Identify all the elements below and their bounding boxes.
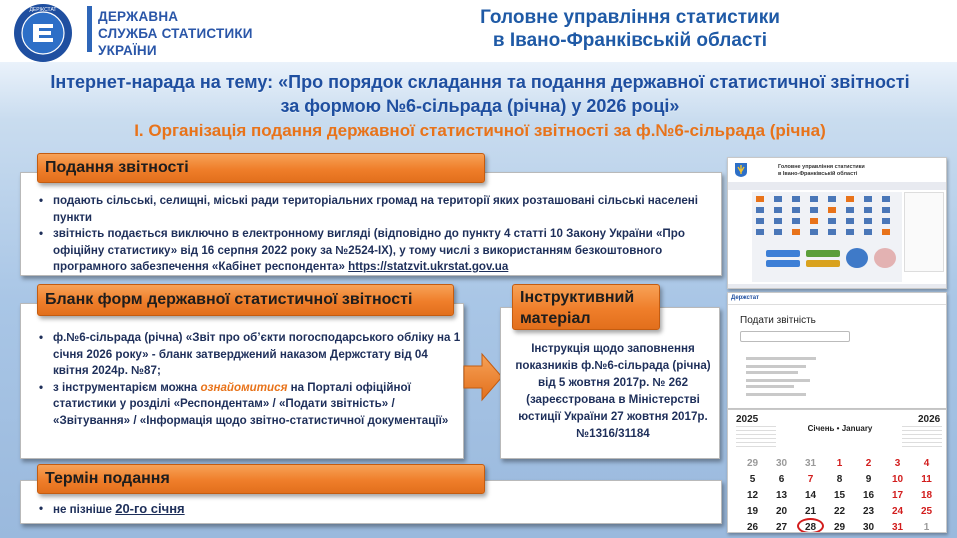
- org-name-line3: УКРАЇНИ: [98, 43, 157, 58]
- site-thumb-cell: [774, 196, 782, 202]
- calendar-day: 18: [920, 490, 933, 501]
- deadline-date: 20-го січня: [115, 501, 185, 516]
- calendar-day: 11: [921, 474, 932, 485]
- site-thumb-cell: [756, 207, 764, 213]
- instructions-text: Інструкція щодо заповнення показників ф.№6-сільрада (річна) від 5 жовтня 2017р. № 262 (зареєстрована в Міністерстві юстиції України 27 жовтня 2017р. №1316/31184: [515, 342, 711, 440]
- calendar-day: 14: [804, 490, 817, 501]
- calendar-day: 10: [891, 474, 904, 485]
- site-thumb-cell: [792, 218, 800, 224]
- deadline-label: Термін подання: [37, 464, 485, 494]
- calendar-day: 30: [862, 522, 875, 533]
- calendar-day: 2: [865, 458, 872, 469]
- calendar-day: 1: [923, 522, 930, 533]
- site-thumb-cell: [756, 196, 764, 202]
- site-thumb-cell: [792, 207, 800, 213]
- site-thumb-cell: [882, 218, 890, 224]
- submission-panel: [20, 172, 722, 276]
- calendar-day: 31: [804, 458, 817, 469]
- portal-screenshot-thumbnail: [727, 292, 947, 409]
- forms-item-text: на Порталі офіційної статистики у розділі «Респондентам» / «Подати звітність» / «Звітування» / «Інформація щодо звітно-статистичної документації»: [53, 380, 449, 427]
- site-thumb-cell: [846, 196, 854, 202]
- deadline-text: не пізніше: [53, 503, 116, 516]
- site-thumb-cell: [810, 196, 818, 202]
- site-title: [778, 164, 865, 178]
- main-title-line1: Головне управління статистики: [480, 7, 780, 28]
- calendar-day: 6: [778, 474, 785, 485]
- meeting-topic: [14, 70, 946, 118]
- calendar-day: 27: [775, 522, 788, 533]
- calendar-day: 19: [746, 506, 759, 517]
- calendar-highlight-ring: [797, 518, 824, 533]
- arrow-right-icon: [462, 352, 504, 402]
- header-divider: [87, 6, 92, 52]
- site-thumb-cell: [774, 218, 782, 224]
- forms-item: • ф.№6-сільрада (річна) «Звіт про об’єкти погосподарського обліку на 1 січня 2026 року» - бланк затверджений наказом Держстату від 04 квітня 2024р. №87;: [37, 330, 461, 380]
- calendar-day: 29: [746, 458, 759, 469]
- site-thumb-cell: [792, 229, 800, 235]
- site-thumb-cell: [882, 196, 890, 202]
- calendar-days: [738, 456, 941, 533]
- ukrstat-logo-icon: [6, 2, 78, 64]
- site-title-line2: в Івано-Франківській області: [778, 171, 858, 177]
- forms-item-text: з інструментарієм можна: [53, 380, 201, 394]
- site-screenshot-thumbnail: [727, 157, 947, 289]
- calendar-week-row: [738, 504, 941, 520]
- statzvit-link[interactable]: https://statzvit.ukrstat.gov.ua: [348, 260, 509, 273]
- calendar-day: 12: [746, 490, 759, 501]
- calendar-day: 23: [862, 506, 875, 517]
- calendar-day: 7: [807, 474, 814, 485]
- calendar-day: 4: [923, 458, 930, 469]
- calendar-day: 24: [891, 506, 904, 517]
- site-thumb-cell: [756, 229, 764, 235]
- site-thumb-cell: [828, 229, 836, 235]
- site-thumb-cell: [864, 229, 872, 235]
- calendar-year-right: 2026: [918, 414, 941, 425]
- calendar-day: 21: [804, 506, 817, 517]
- site-thumb-cell: [846, 207, 854, 213]
- site-thumb-cell: [810, 229, 818, 235]
- portal-page-title: Подати звітність: [740, 315, 816, 326]
- calendar-day: 1: [836, 458, 843, 469]
- calendar-day: 5: [749, 474, 756, 485]
- topic-line2: за формою №6-сільрада (річна) у 2026 році»: [280, 96, 680, 116]
- forms-item: [37, 380, 461, 430]
- submission-item: [37, 226, 717, 276]
- svg-text:ДЕРЖСТАТ: ДЕРЖСТАТ: [29, 7, 57, 13]
- section-title: І. Організація подання державної статистичної звітності за ф.№6-сільрада (річна): [134, 121, 826, 140]
- site-thumb-cell: [774, 207, 782, 213]
- site-thumb-cell: [828, 196, 836, 202]
- site-thumb-cell: [864, 196, 872, 202]
- org-name-line2: СЛУЖБА СТАТИСТИКИ: [98, 26, 253, 41]
- calendar-day: 13: [775, 490, 788, 501]
- site-thumb-cell: [774, 229, 782, 235]
- submission-item-text: звітність подається виключно в електронному вигляді (відповідно до пункту 4 статті 10 Закону України «Про офіційну статистику» від 16 серпня 2022 року за №2524-IX), у тому числі з використанням безкоштовного програмного забезпечення «Кабінет респондента»: [53, 227, 685, 273]
- org-name-line1: ДЕРЖАВНА: [98, 9, 179, 24]
- site-thumb-cell: [846, 218, 854, 224]
- main-title: [380, 6, 880, 52]
- page-header: [0, 0, 957, 62]
- calendar-week-row: [738, 520, 941, 533]
- topic-line1: Інтернет-нарада на тему: «Про порядок складання та подання державної статистичної звітності: [50, 72, 910, 92]
- calendar-week-row: [738, 472, 941, 488]
- site-thumb-cell: [882, 207, 890, 213]
- site-thumb-cell: [864, 218, 872, 224]
- calendar-week-row: [738, 456, 941, 472]
- calendar-week-row: [738, 488, 941, 504]
- calendar-day: 31: [891, 522, 904, 533]
- calendar-day: 22: [833, 506, 846, 517]
- calendar-day: 28: [804, 522, 817, 533]
- calendar-day: 17: [891, 490, 904, 501]
- calendar-day: 9: [865, 474, 872, 485]
- portal-brand: Держстат: [731, 295, 759, 301]
- site-title-line1: Головне управління статистики: [778, 164, 865, 170]
- site-thumb-cell: [810, 207, 818, 213]
- org-name: [98, 8, 253, 59]
- forms-label: Бланк форм державної статистичної звітності: [37, 284, 454, 316]
- deadline-item: [37, 501, 185, 519]
- site-thumb-cell: [792, 196, 800, 202]
- main-title-line2: в Івано-Франківській області: [492, 30, 768, 51]
- instructions-label: Інструктивний матеріал: [512, 284, 660, 330]
- forms-item-emphasis: ознайомитися: [200, 380, 288, 394]
- calendar-year-left: 2025: [736, 414, 759, 425]
- calendar-day: 20: [775, 506, 788, 517]
- calendar-day: 16: [862, 490, 875, 501]
- submission-label: Подання звітності: [37, 153, 485, 183]
- calendar-thumbnail: [727, 409, 947, 533]
- site-thumb-cell: [828, 207, 836, 213]
- calendar-day: 25: [920, 506, 933, 517]
- calendar-month: Січень • January: [807, 424, 873, 433]
- calendar-day: 29: [833, 522, 846, 533]
- site-thumb-cell: [846, 229, 854, 235]
- site-thumb-cell: [810, 218, 818, 224]
- site-thumb-cell: [828, 218, 836, 224]
- site-thumb-cell: [864, 207, 872, 213]
- calendar-day: 15: [833, 490, 846, 501]
- site-thumb-cell: [882, 229, 890, 235]
- site-thumb-cell: [756, 218, 764, 224]
- calendar-day: 30: [775, 458, 788, 469]
- forms-panel: [20, 303, 464, 459]
- calendar-day: 8: [836, 474, 843, 485]
- calendar-day: 26: [746, 522, 759, 533]
- calendar-day: 3: [894, 458, 901, 469]
- coat-of-arms-icon: [734, 162, 748, 178]
- submission-item: • подають сільські, селищні, міські ради територіальних громад на території яких розташовані сільські населені пункти: [37, 193, 717, 226]
